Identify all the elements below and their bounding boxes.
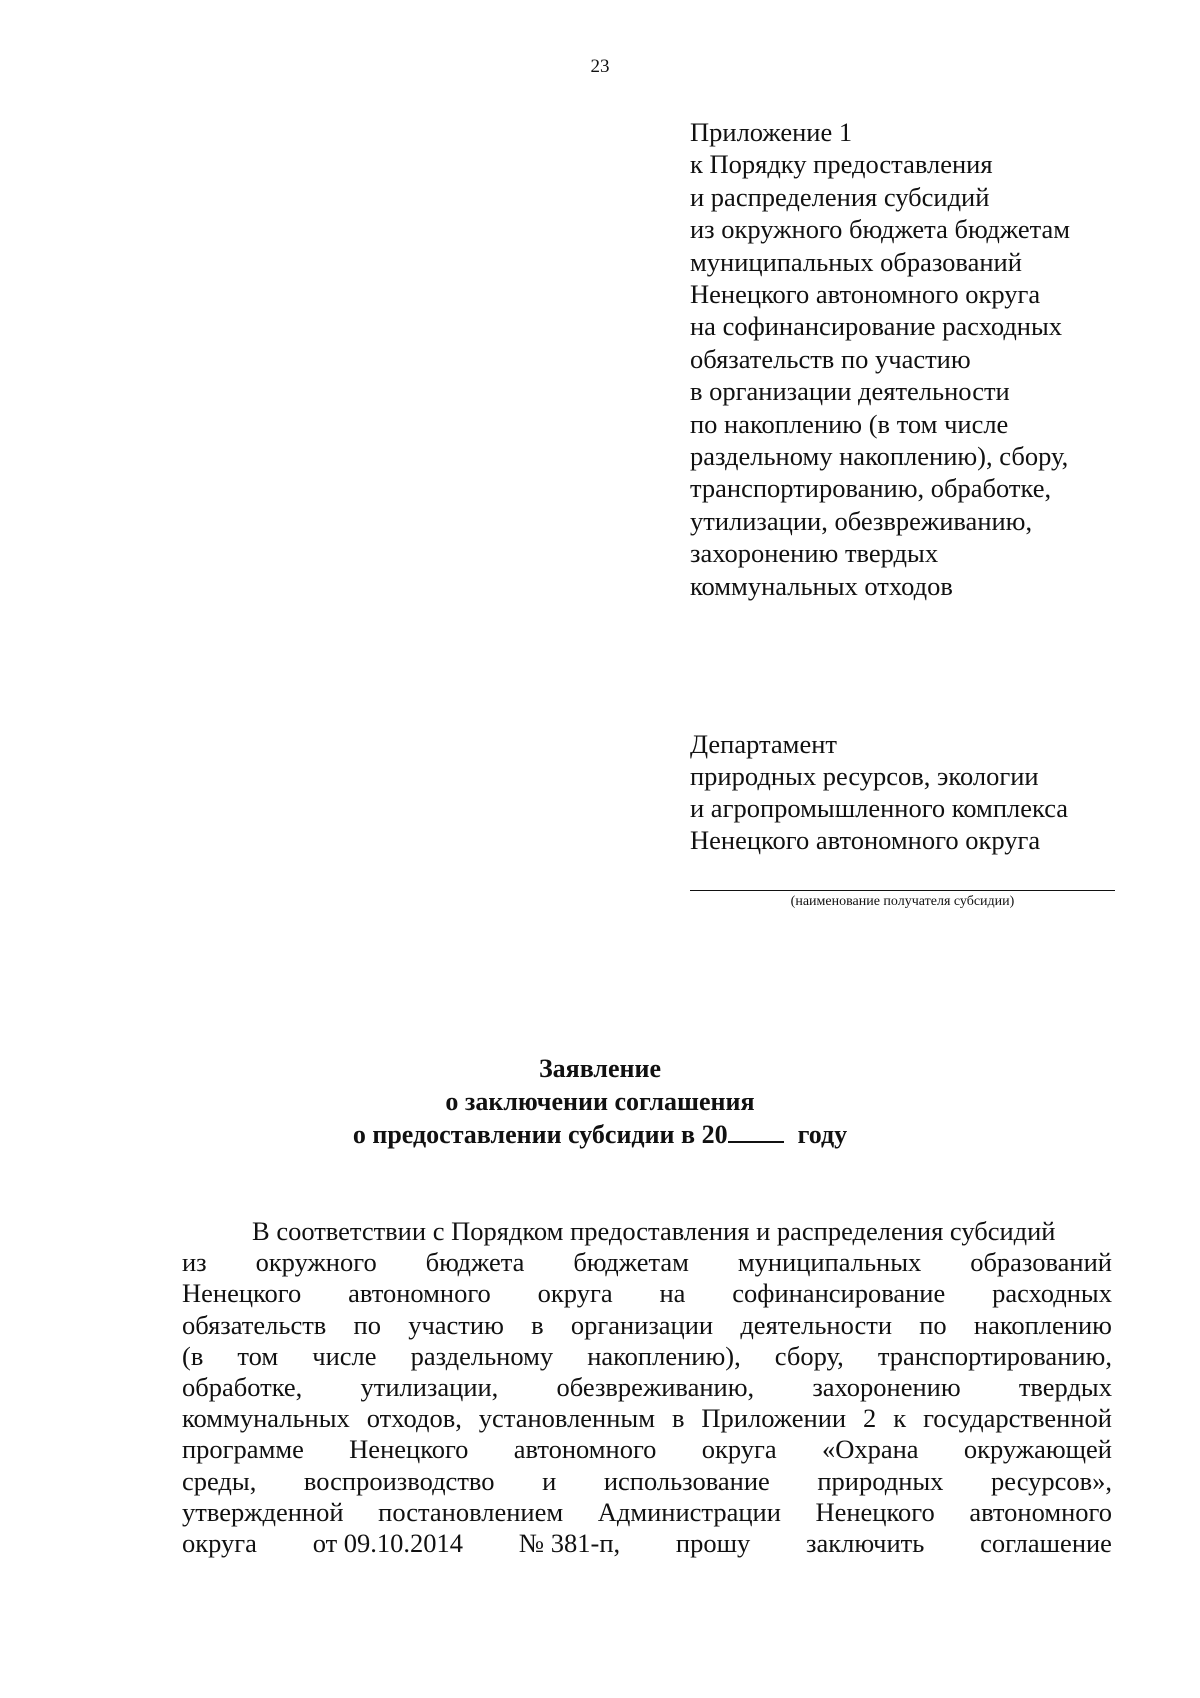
body-word: с: [432, 1216, 445, 1246]
body-word: накоплению: [973, 1309, 1112, 1340]
body-word: «Охрана: [821, 1434, 919, 1465]
body-word: числе: [312, 1340, 377, 1371]
body-word: и: [756, 1216, 771, 1246]
title-line-3: [0, 1118, 1200, 1151]
body-word: соответствии: [276, 1216, 427, 1246]
body-word: коммунальных: [182, 1403, 350, 1434]
body-word: Приложении: [701, 1403, 847, 1434]
year-blank-field: [728, 1121, 784, 1143]
body-word: предоставления: [570, 1216, 750, 1246]
body-word: сбору,: [774, 1340, 844, 1371]
annex-heading-block: [690, 116, 1160, 602]
body-word: из: [182, 1247, 207, 1278]
recipient-line: Департамент: [690, 729, 837, 759]
annex-line: по накоплению (в том числе: [690, 408, 1009, 439]
body-word: прошу: [675, 1528, 751, 1559]
body-word: (в: [182, 1340, 204, 1371]
body-word: расходных: [992, 1278, 1112, 1309]
recipient-line: природных ресурсов, экологии: [690, 761, 1039, 791]
body-word: том: [237, 1340, 279, 1371]
recipient-line: Ненецкого автономного округа: [690, 825, 1041, 855]
body-word: воспроизводство: [303, 1465, 495, 1496]
body-word: утвержденной: [182, 1496, 344, 1527]
body-word: среды,: [182, 1465, 257, 1496]
annex-line: захоронению твердых: [690, 538, 939, 569]
body-word: Ненецкого: [182, 1278, 302, 1309]
body-word: округа: [182, 1528, 257, 1559]
body-word: Администрации: [597, 1496, 781, 1527]
body-word: соглашение: [980, 1528, 1112, 1559]
annex-line: транспортированию, обработке,: [690, 473, 1052, 504]
body-word: ресурсов»,: [991, 1465, 1112, 1496]
body-word: обязательств: [182, 1309, 327, 1340]
body-word: софинансирование: [732, 1278, 946, 1309]
document-title: [0, 1052, 1200, 1151]
body-word: муниципальных: [737, 1247, 922, 1278]
body-line: [182, 1310, 1112, 1341]
title-line-1: Заявление: [538, 1054, 662, 1083]
body-word: по: [353, 1309, 381, 1340]
body-word: и: [542, 1465, 557, 1496]
body-word: № 381-п,: [518, 1528, 621, 1559]
body-word: участию: [408, 1309, 504, 1340]
title-line-2: о заключении соглашения: [445, 1087, 755, 1116]
body-word: твердых: [1018, 1372, 1112, 1403]
body-word: захоронению: [812, 1372, 961, 1403]
title-line-3-tail: году: [797, 1120, 848, 1149]
annex-line: на софинансирование расходных: [690, 311, 1063, 342]
body-word: округа: [537, 1278, 613, 1309]
body-word: использование: [603, 1465, 770, 1496]
annex-line: утилизации, обезвреживанию,: [690, 505, 1033, 536]
body-paragraph: [182, 1216, 1112, 1559]
body-word: субсидий: [949, 1216, 1056, 1246]
body-word: постановлением: [378, 1496, 564, 1527]
title-line-3-text: о предоставлении субсидии в 20: [352, 1120, 728, 1149]
body-word: государственной: [923, 1403, 1112, 1434]
page-number: 23: [590, 56, 610, 77]
body-word: в: [531, 1309, 544, 1340]
annex-line: Приложение 1: [690, 117, 853, 147]
body-word: В: [252, 1216, 270, 1246]
body-word: Порядком: [451, 1216, 564, 1246]
annex-line: коммунальных отходов: [690, 570, 953, 601]
annex-line: муниципальных образований: [690, 246, 1022, 277]
body-line: [182, 1434, 1112, 1465]
body-word: утилизации,: [360, 1372, 499, 1403]
body-line: [182, 1372, 1112, 1403]
body-line: [182, 1278, 1112, 1309]
body-word: окружного: [255, 1247, 377, 1278]
body-word: установленным: [478, 1403, 655, 1434]
body-word: автономного: [969, 1496, 1112, 1527]
body-word: обработке,: [182, 1372, 303, 1403]
body-word: бюджетам: [573, 1247, 689, 1278]
body-word: раздельному: [410, 1340, 554, 1371]
body-word: окружающей: [963, 1434, 1112, 1465]
body-word: 2: [863, 1403, 877, 1434]
body-word: накоплению),: [587, 1340, 741, 1371]
body-word: природных: [817, 1465, 944, 1496]
body-word: образований: [970, 1247, 1112, 1278]
recipient-line: и агропромышленного комплекса: [690, 793, 1069, 823]
body-word: распределения: [776, 1216, 944, 1246]
body-line: [182, 1403, 1112, 1434]
body-line: [182, 1528, 1112, 1559]
body-word: бюджета: [425, 1247, 525, 1278]
annex-line: раздельному накоплению), сбору,: [690, 441, 1069, 472]
body-line: [182, 1341, 1112, 1372]
body-line: [182, 1247, 1112, 1278]
body-word: Ненецкого: [349, 1434, 469, 1465]
body-line: [182, 1216, 1112, 1247]
body-word: автономного: [513, 1434, 657, 1465]
body-word: транспортированию,: [877, 1340, 1112, 1371]
annex-line: обязательств по участию: [690, 343, 971, 374]
body-word: Ненецкого: [815, 1496, 935, 1527]
annex-line: Ненецкого автономного округа: [690, 279, 1041, 310]
recipient-block: [690, 728, 1160, 856]
body-word: на: [659, 1278, 686, 1309]
annex-line: и распределения субсидий: [690, 181, 990, 212]
body-word: округа: [701, 1434, 777, 1465]
body-word: программе: [182, 1434, 304, 1465]
recipient-signature-line: [690, 890, 1115, 891]
annex-line: к Порядку предоставления: [690, 149, 993, 180]
body-word: от 09.10.2014: [312, 1528, 464, 1559]
annex-line: из окружного бюджета бюджетам: [690, 214, 1071, 245]
body-word: к: [893, 1403, 907, 1434]
body-word: деятельности: [740, 1309, 893, 1340]
body-word: отходов,: [366, 1403, 462, 1434]
body-line: [182, 1497, 1112, 1528]
body-line: [182, 1466, 1112, 1497]
recipient-caption: (наименование получателя субсидии): [790, 894, 1015, 909]
body-word: по: [919, 1309, 947, 1340]
annex-line: в организации деятельности: [690, 376, 1010, 407]
body-word: организации: [570, 1309, 714, 1340]
body-word: обезвреживанию,: [556, 1372, 755, 1403]
body-word: в: [671, 1403, 685, 1434]
body-word: автономного: [348, 1278, 491, 1309]
body-word: заключить: [806, 1528, 925, 1559]
